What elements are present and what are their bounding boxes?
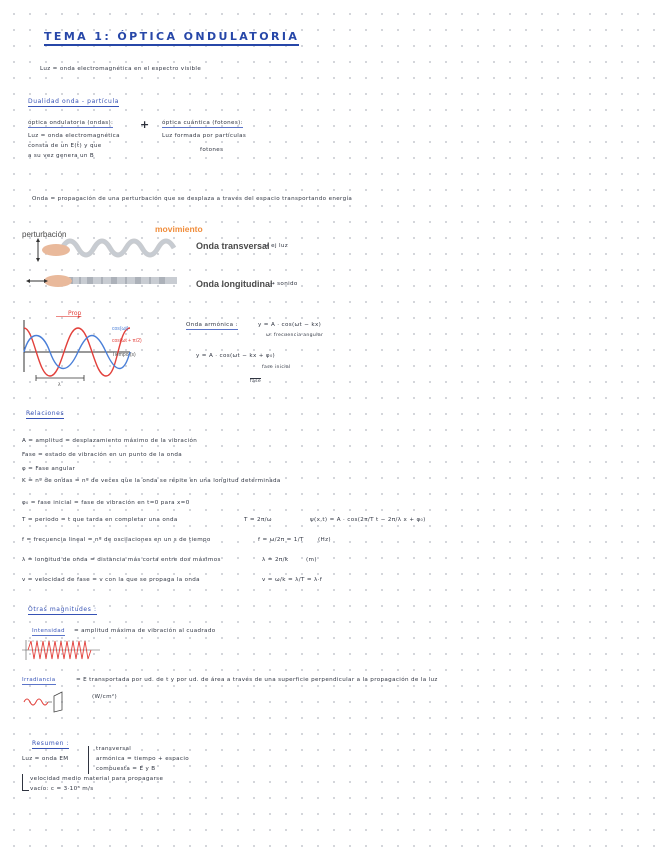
time-label: Tiempo (s)	[112, 352, 136, 358]
cos-shift-label: cos(ωt + π/2)	[112, 338, 142, 344]
rel-line-6: T = periodo = t que tarda en completar una onda	[22, 517, 178, 523]
sine-figure-svg	[20, 316, 170, 386]
eq-frequency-unit: (Hz)	[318, 537, 331, 543]
eq-frequency: f = ω/2π = 1/T	[258, 537, 304, 543]
resumen-item-2: armónica = tiempo + espacio	[96, 756, 190, 762]
resumen-connector	[22, 774, 29, 791]
eq-velocity: v = ω/k = λ/T = λ·f	[262, 577, 323, 583]
phase-label: fase	[250, 379, 262, 384]
prop-label: Prop	[68, 310, 82, 317]
movimiento-label: movimiento	[155, 224, 203, 234]
intensidad-term: Intensidad	[32, 628, 65, 634]
rel-line-5: φ₀ = fase inicial = fase de vibración en t=0 para x=0	[22, 500, 190, 506]
wave-line-3: a su vez genera un B	[28, 153, 95, 159]
resumen-lead: Luz = onda EM	[22, 756, 69, 762]
resumen-item-1: transversal	[96, 746, 132, 752]
intensity-sketch	[22, 638, 102, 662]
eq-lambda: λ = 2π/k	[262, 557, 289, 563]
intensity-sketch-svg	[22, 638, 102, 662]
rel-line-2: Fase = estado de vibración en un punto de la onda	[22, 452, 183, 458]
relaciones-heading: Relaciones	[26, 410, 65, 417]
rel-line-4: K = nº de ondas = nº de veces que la onda se repite en una longitud determinada	[22, 478, 281, 484]
transversal-note: → ej luz	[264, 243, 289, 249]
wave-line-1: Luz = onda electromagnética	[28, 133, 120, 139]
irradiancia-term: Irradiancia	[22, 677, 56, 683]
resumen-item-3: compuesta = E y B	[96, 766, 156, 772]
resumen-heading: Resumen :	[32, 740, 70, 747]
longitudinal-label: Onda longitudinal	[196, 279, 273, 289]
plus-sign: +	[140, 118, 150, 131]
page-title: TEMA 1: ÓPTICA ONDULATORIA	[44, 30, 299, 46]
rel-line-9: v = velocidad de fase = v con la que se propaga la onda	[22, 577, 200, 583]
irradiancia-unit: (W/cm²)	[92, 694, 117, 700]
perturbacion-label: perturbación	[22, 230, 67, 239]
irradiance-sketch-svg	[22, 690, 72, 714]
intro-line: Luz = onda electromagnética en el espectro visible	[40, 66, 202, 72]
armonica-heading: Onda armónica :	[186, 322, 238, 328]
dualidad-heading: Dualidad onda - partícula	[28, 98, 119, 105]
resumen-brace	[88, 746, 93, 774]
sine-figure	[20, 316, 170, 386]
cos-label: cos(ωt)	[112, 326, 129, 332]
phase-note: fase inicial	[262, 365, 291, 370]
irradiancia-def: = E transportada por ud. de t y por ud. de área a través de una superficie perpendicular a la propagación de la luz	[76, 677, 438, 683]
rel-line-7: f = frecuencia lineal = nº de oscilaciones en un s de tiempo	[22, 537, 211, 543]
eq-full: ψ(x,t) = A · cos(2π/T t − 2π/λ x + φ₀)	[310, 517, 426, 523]
particle-line-1: Luz formada por partículas	[162, 133, 247, 139]
particle-line-2: fotones	[200, 147, 224, 153]
wave-definition: Onda = propagación de una perturbación que se desplaza a través del espacio transportando energía	[32, 196, 353, 202]
transversal-label: Onda transversal	[196, 241, 270, 251]
resumen-extra-1: velocidad medio material para propagarse	[30, 776, 164, 782]
rel-line-1: A = amplitud = desplazamiento máximo de la vibración	[22, 438, 198, 444]
armonica-eq1: y = A · cos(ωt − kx)	[258, 322, 322, 328]
lambda-label: λ	[58, 382, 61, 388]
otras-heading: Otras magnitudes :	[28, 606, 97, 613]
particle-heading: óptica cuántica (fotones):	[162, 120, 243, 126]
armonica-eq1-note: ω: frecuencia angular	[266, 333, 324, 338]
eq-period: T = 2π/ω	[244, 517, 272, 523]
longitudinal-note: → sonido	[270, 281, 298, 287]
rel-line-8: λ = longitud de onda = distancia más corta entre dos máximos	[22, 557, 221, 563]
irradiance-sketch	[22, 690, 72, 714]
armonica-eq2: y = A · cos(ωt − kx + φ₀)	[196, 353, 276, 359]
wave-line-2: consta de un E(t) y que	[28, 143, 102, 149]
rel-line-3: φ = Fase angular	[22, 466, 76, 472]
wave-heading: óptica ondulatoria (ondas):	[28, 120, 114, 126]
eq-lambda-unit: (m)	[306, 557, 317, 563]
intensidad-def: = amplitud máxima de vibración al cuadrado	[74, 628, 216, 634]
resumen-extra-2: vacío: c = 3·10⁸ m/s	[30, 786, 94, 792]
